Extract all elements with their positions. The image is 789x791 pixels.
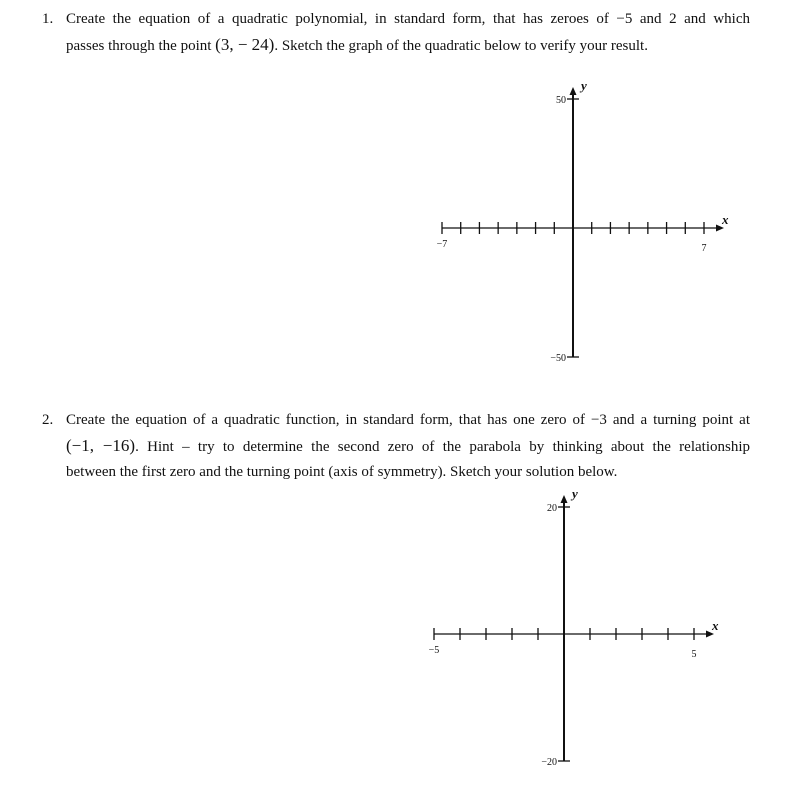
x-tick-label: −7 [436,239,448,250]
y-axis-arrow [561,495,568,503]
x-axis-label: x [712,618,719,633]
problem-1 [42,7,750,59]
x-tick-label: 5 [691,649,697,660]
y-axis-arrow [570,87,577,95]
problem-number: 2. [42,412,54,428]
x-tick-label: 7 [701,243,707,254]
point-expression: (−1, −16) [66,436,136,455]
y-tick-label: −50 [550,353,566,364]
coordinate-axes-1 [420,78,740,373]
text-segment: . Hint – try to determine the second zero of the parabola by thinking about the relationship [135,439,750,455]
problem-line: Create the equation of a quadratic polynomial, in standard form, that has zeroes of −5 and 2 and which [66,11,750,27]
y-tick-label: −20 [541,757,557,768]
coordinate-axes-2 [415,486,725,786]
y-axis-label: y [581,78,587,93]
y-tick-label: 50 [556,95,566,106]
problem-text [66,7,750,59]
problem-line [66,433,750,460]
point-expression: (3, − 24) [215,35,275,54]
problem-line [66,32,750,59]
problem-line: Create the equation of a quadratic function, in standard form, that has one zero of −3 and a turning point at [66,412,750,428]
problem-line: between the first zero and the turning point (axis of symmetry). Sketch your solution below. [66,464,618,480]
text-segment: . Sketch the graph of the quadratic below to verify your result. [274,38,648,54]
problem-2 [42,408,750,485]
x-tick-label: −5 [428,645,440,656]
problem-text [66,408,750,485]
text-segment: passes through the point [66,38,216,54]
y-tick-label: 20 [547,503,557,514]
x-axis-label: x [722,212,729,227]
y-axis-label: y [572,486,578,501]
problem-number: 1. [42,11,54,27]
